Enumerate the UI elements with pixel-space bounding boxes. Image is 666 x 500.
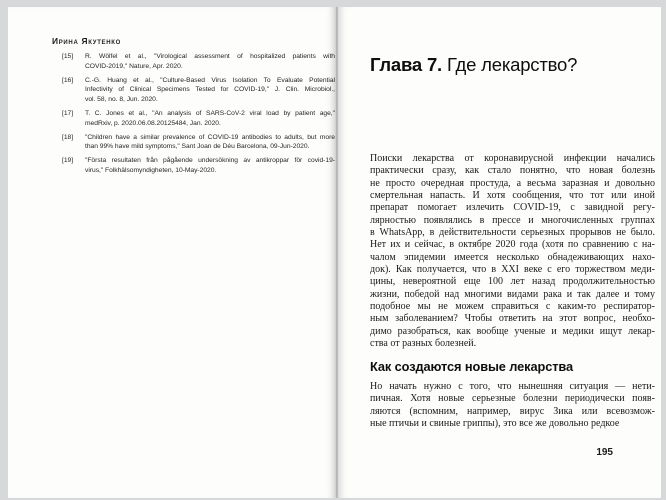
left-page [8, 7, 335, 498]
references-list [62, 52, 335, 180]
text-line: T. C. Jones et al., "An analysis of SARS-CoV-2 viral load by patient age," [85, 109, 335, 117]
text-line: Infectivity of Clinical Specimens Tested for COVID-19," J. Clin. Microbiol., [85, 86, 335, 94]
reference-text [85, 133, 335, 153]
text-line: ляются (вспомним, например, вирус Зика или всевозмож- [370, 405, 655, 417]
reference-text [85, 76, 335, 105]
text-line: vol. 58, no. 8, Jun. 2020. [85, 96, 158, 104]
right-page [339, 7, 661, 498]
text-line: док). Как получается, что в XXI веке с его торжеством меди- [370, 264, 655, 276]
text-line: "Första resultaten från pågående undersökning av antikroppar för covid-19- [85, 157, 335, 165]
reference-number: [15] [62, 53, 74, 60]
text-line: димо разобраться, как вообще ученые и медики ищут лекар- [370, 325, 655, 337]
text-line: подобное мы не можем справиться с каким-то респиратор- [370, 301, 655, 313]
text-line: than 99% have mild symptoms," Sant Joan de Déu Barcelona, 09-Jun-2020. [85, 143, 310, 151]
page-number: 195 [596, 447, 613, 458]
reference-number: [16] [62, 76, 74, 84]
chapter-title [370, 54, 660, 76]
text-line: ные птичьи и свиные гриппы), это все же довольно редкое [370, 418, 620, 430]
text-line: чалом эпидемии имеется несколько обнадеживающих нахо- [370, 251, 655, 263]
book-spread [8, 7, 661, 498]
text-line: ным заболеванием? Чтобы ответить на этот вопрос, необхо- [370, 313, 655, 325]
reference-text [85, 52, 335, 72]
paragraph-intro [370, 153, 655, 351]
reference-number: [17] [62, 109, 74, 117]
reference-text [85, 156, 335, 176]
text-line: жизни, победой над многими видами рака и так далее и тому [370, 288, 655, 300]
text-line: в WhatsApp, в действительности серьезных прорывов не было. [370, 227, 655, 239]
section-heading: Как создаются новые лекарства [370, 359, 573, 374]
reference-entry [62, 109, 335, 129]
text-line: смертельная напасть. И хотя сообщения, что тот или иной [370, 190, 655, 202]
reference-number: [18] [62, 133, 74, 141]
reference-text [85, 109, 335, 129]
chapter-title-text: Где лекарство? [442, 54, 578, 75]
text-line: C.-G. Huang et al., "Culture-Based Virus Isolation To Evaluate Potential [85, 76, 335, 84]
text-line: пичная. Хотя новые серьезные болезни периодически появ- [370, 393, 655, 405]
text-line: препарат помогает излечить COVID-19, с завидной регу- [370, 202, 655, 214]
text-line: цины, невероятной еще 100 лет назад продолжительностью [370, 276, 655, 288]
text-line: не просто очередная простуда, а весьма заразная и довольно [370, 177, 655, 189]
text-line: Но начать нужно с того, что нынешняя ситуация — нети- [370, 381, 655, 392]
reference-entry [62, 133, 335, 153]
text-line: ства от разных болезней. [370, 338, 477, 350]
reference-entry [62, 52, 335, 72]
paragraph-new-drugs [370, 381, 655, 430]
chapter-number-label: Глава 7. [370, 54, 442, 75]
text-line: лярностью появлялись в прессе и многочисленных группах [370, 214, 655, 226]
text-line: medRxiv, p. 2020.06.08.20125484, Jan. 2020. [85, 119, 221, 127]
text-line: R. Wölfel et al., "Virological assessment of hospitalized patients with [85, 53, 335, 60]
reference-entry [62, 76, 335, 105]
text-line: "Children have a similar prevalence of COVID-19 antibodies to adults, but more [85, 133, 335, 141]
text-line: Нет их и сейчас, в октябре 2020 года (хотя по сравнению с на- [370, 239, 655, 251]
reference-number: [19] [62, 157, 74, 165]
text-line: virus," Folkhälsomyndigheten, 10-May-2020. [85, 166, 217, 174]
text-line: практически сразу, как стало понятно, что новая болезнь [370, 165, 655, 177]
running-header-author: Ирина Якутенко [52, 36, 122, 46]
text-line: Поиски лекарства от коронавирусной инфекции начались [370, 153, 655, 164]
text-line: COVID-2019," Nature, Apr. 2020. [85, 62, 183, 70]
reference-entry [62, 156, 335, 176]
